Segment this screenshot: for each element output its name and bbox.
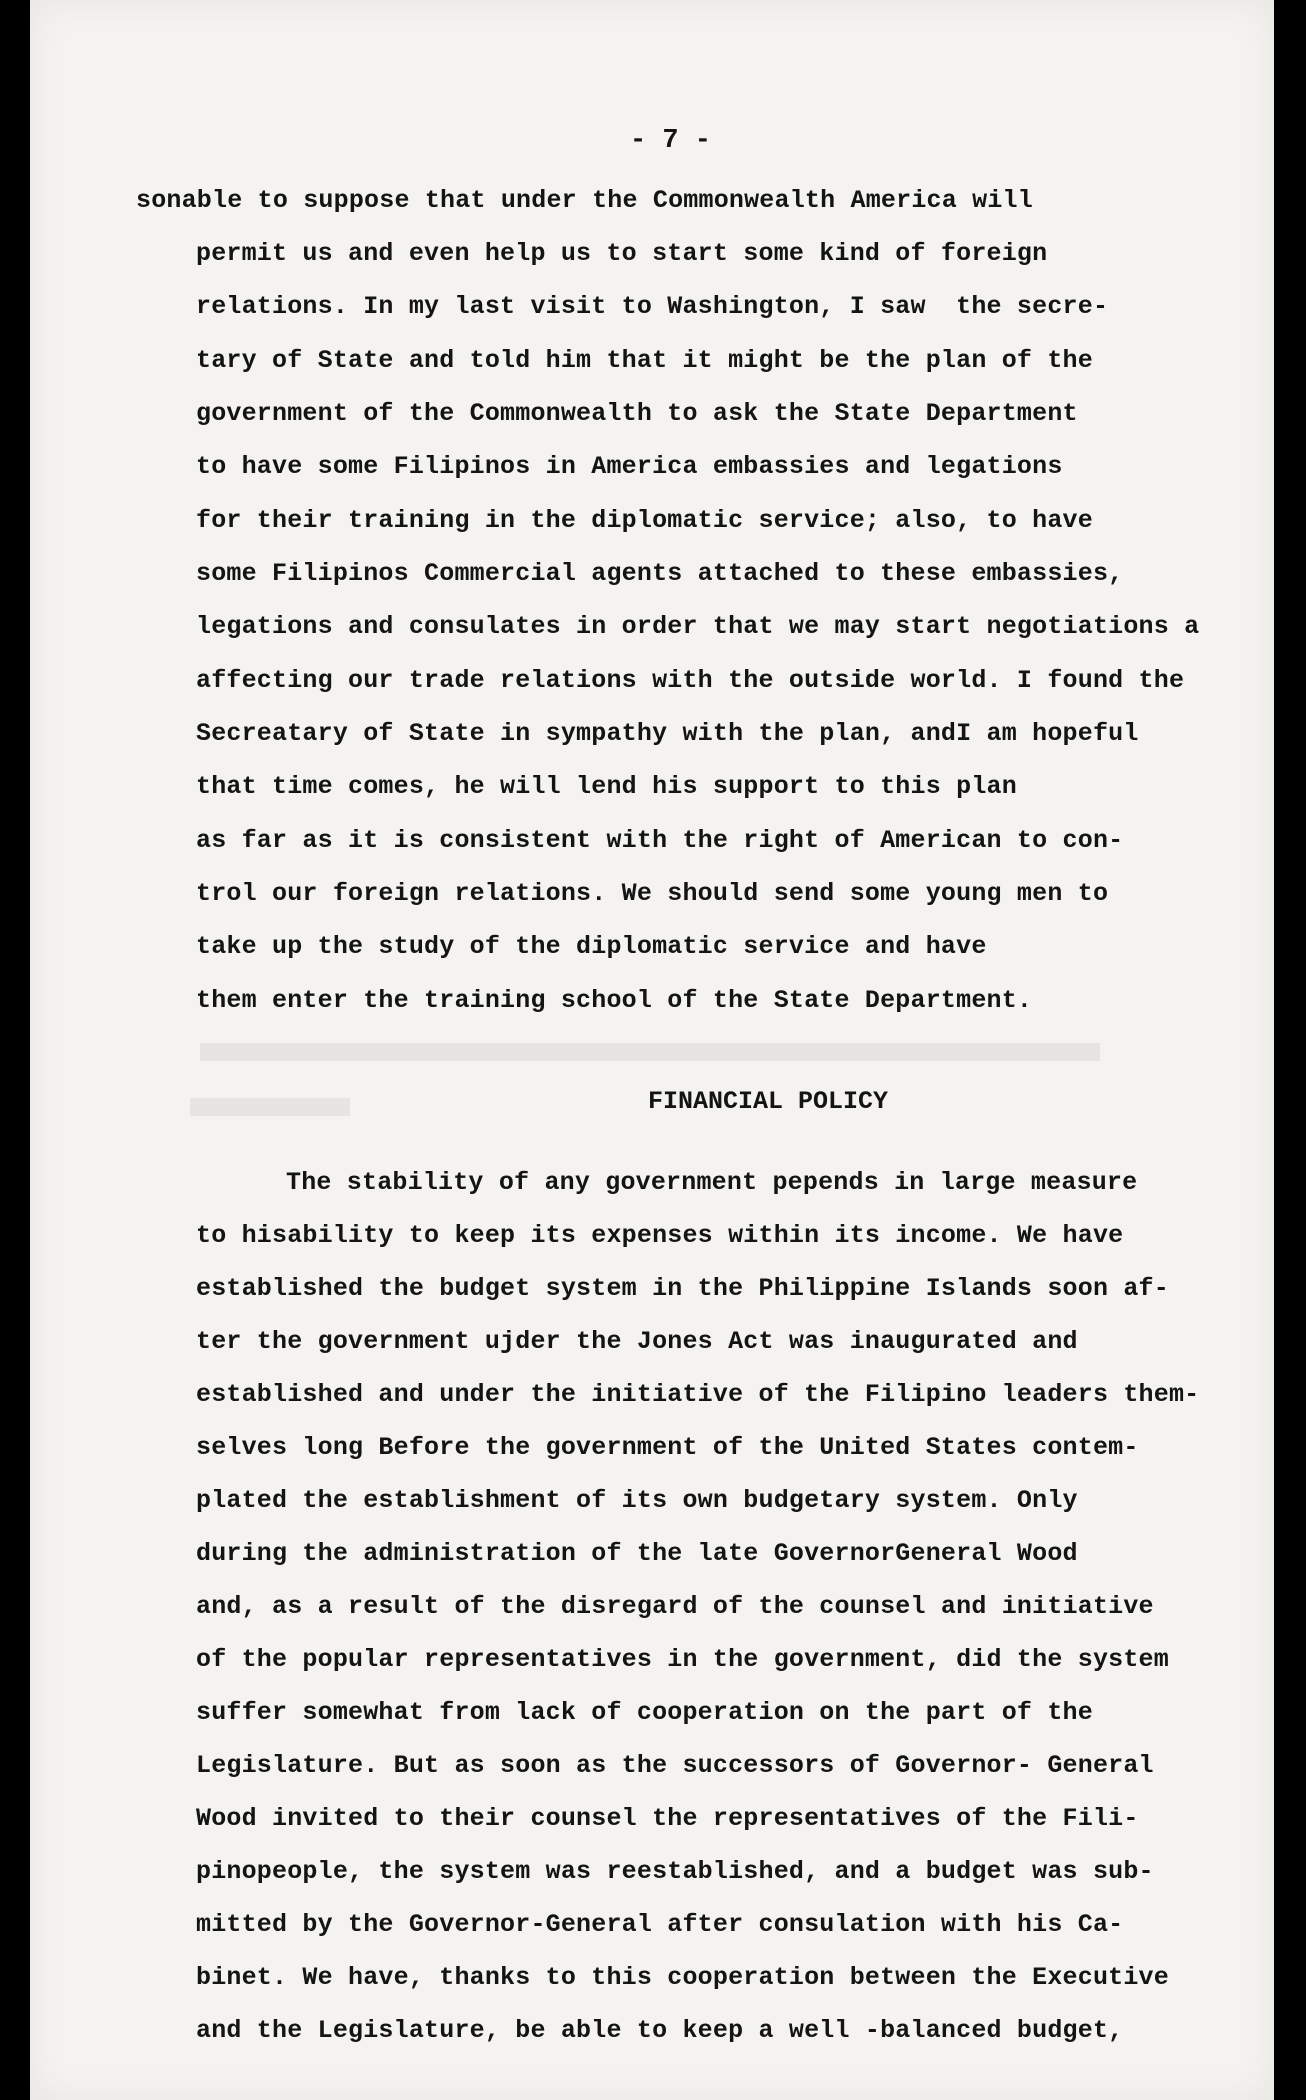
bleed-through-mark (200, 1043, 1100, 1061)
text-line: affecting our trade relations with the outside world. I found the (196, 666, 1185, 695)
text-line: plated the establishment of its own budgetary system. Only (196, 1486, 1078, 1515)
text-line: Secreatary of State in sympathy with the plan, andI am hopeful (196, 719, 1139, 748)
text-line: binet. We have, thanks to this cooperation between the Executive (196, 1963, 1169, 1992)
text-line: mitted by the Governor-General after consulation with his Ca- (196, 1910, 1124, 1939)
text-line: The stability of any government pepends in large measure (286, 1168, 1138, 1197)
text-line: to hisability to keep its expenses within its income. We have (196, 1221, 1124, 1250)
text-line: legations and consulates in order that we may start negotiations a (196, 612, 1200, 641)
text-line: and, as a result of the disregard of the counsel and initiative (196, 1592, 1154, 1621)
text-line: take up the study of the diplomatic service and have (196, 932, 987, 961)
section-heading: FINANCIAL POLICY (648, 1087, 889, 1116)
text-line: ter the government ujder the Jones Act was inaugurated and (196, 1327, 1078, 1356)
text-line: sonable to suppose that under the Commonwealth America will (136, 186, 1033, 215)
text-line: as far as it is consistent with the right of American to con- (196, 826, 1124, 855)
bleed-through-mark (190, 1098, 350, 1116)
text-line: Legislature. But as soon as the successors of Governor- General (196, 1751, 1154, 1780)
text-line: some Filipinos Commercial agents attached to these embassies, (196, 559, 1124, 588)
page-number: - 7 - (630, 126, 712, 156)
text-line: permit us and even help us to start some kind of foreign (196, 239, 1048, 268)
text-line: suffer somewhat from lack of cooperation on the part of the (196, 1698, 1093, 1727)
text-line: to have some Filipinos in America embassies and legations (196, 452, 1063, 481)
text-line: for their training in the diplomatic service; also, to have (196, 506, 1093, 535)
text-line: established the budget system in the Philippine Islands soon af- (196, 1274, 1169, 1303)
text-line: relations. In my last visit to Washington, I saw the secre- (196, 292, 1109, 321)
text-line: Wood invited to their counsel the representatives of the Fili- (196, 1804, 1139, 1833)
text-line: pinopeople, the system was reestablished, and a budget was sub- (196, 1857, 1154, 1886)
text-line: of the popular representatives in the government, did the system (196, 1645, 1169, 1674)
text-line: selves long Before the government of the United States contem- (196, 1433, 1139, 1462)
text-line: during the administration of the late GovernorGeneral Wood (196, 1539, 1078, 1568)
text-line: them enter the training school of the State Department. (196, 986, 1033, 1015)
text-line: tary of State and told him that it might be the plan of the (196, 346, 1093, 375)
text-line: and the Legislature, be able to keep a well -balanced budget, (196, 2016, 1124, 2045)
text-line: government of the Commonwealth to ask the State Department (196, 399, 1078, 428)
text-line: trol our foreign relations. We should send some young men to (196, 879, 1109, 908)
text-line: that time comes, he will lend his support to this plan (196, 772, 1017, 801)
document-page (30, 0, 1274, 2100)
text-line: established and under the initiative of the Filipino leaders them- (196, 1380, 1200, 1409)
